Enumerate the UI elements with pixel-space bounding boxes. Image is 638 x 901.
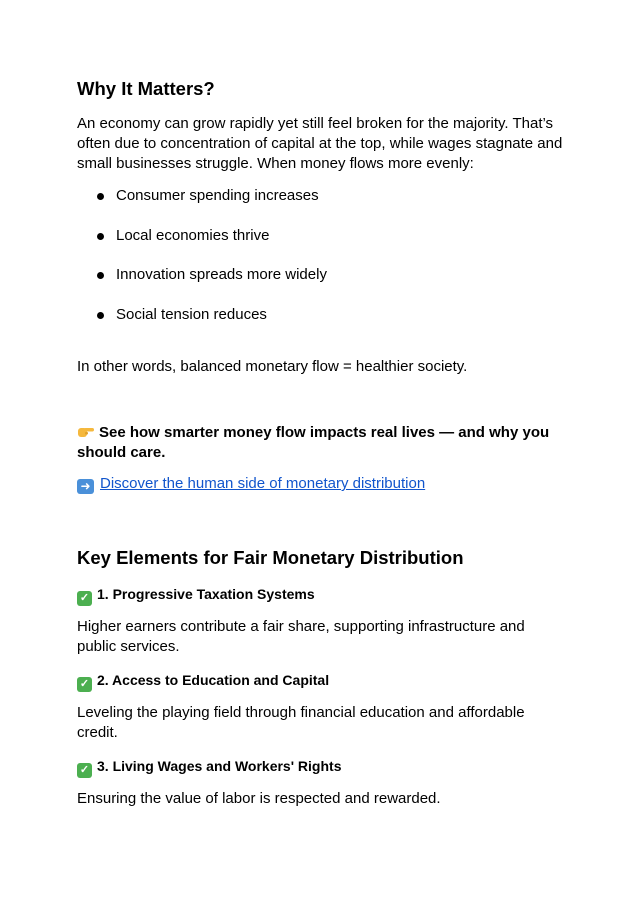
pointing-hand-icon <box>77 423 95 439</box>
callout-paragraph <box>77 423 567 463</box>
conclusion-paragraph: In other words, balanced monetary flow = healthier society. <box>77 358 468 375</box>
discover-link[interactable]: Discover the human side of monetary distribution <box>100 475 426 492</box>
check-mark-button-icon: ✓ <box>77 677 92 692</box>
section-heading-why-it-matters: Why It Matters? <box>77 78 215 99</box>
item-body-3: Ensuring the value of labor is respected and rewarded. <box>77 790 441 807</box>
item-title-2: ✓ 2. Access to Education and Capital <box>77 672 329 692</box>
bullet-icon <box>97 233 104 240</box>
callout-text: See how smarter money flow impacts real lives — and why you should care. <box>77 424 550 461</box>
link-paragraph <box>77 474 567 494</box>
check-mark-button-icon: ✓ <box>77 763 92 778</box>
check-mark-button-icon: ✓ <box>77 591 92 606</box>
item-title-1: ✓ 1. Progressive Taxation Systems <box>77 586 315 606</box>
right-arrow-icon: ➜ <box>77 479 94 494</box>
bullet-icon <box>97 272 104 279</box>
item-body-2: Leveling the playing field through financial education and affordable credit. <box>77 704 525 741</box>
bullet-icon <box>97 312 104 319</box>
item-title-3: ✓ 3. Living Wages and Workers' Rights <box>77 758 342 778</box>
bullet-icon <box>97 193 104 200</box>
section-heading-key-elements: Key Elements for Fair Monetary Distribution <box>77 547 464 568</box>
intro-paragraph: An economy can grow rapidly yet still feel broken for the majority. That’s often due to concentration of capital at the top, while wages stagnate and small businesses struggle. When money flows more evenly: <box>77 115 563 172</box>
item-body-1: Higher earners contribute a fair share, supporting infrastructure and public services. <box>77 618 525 655</box>
